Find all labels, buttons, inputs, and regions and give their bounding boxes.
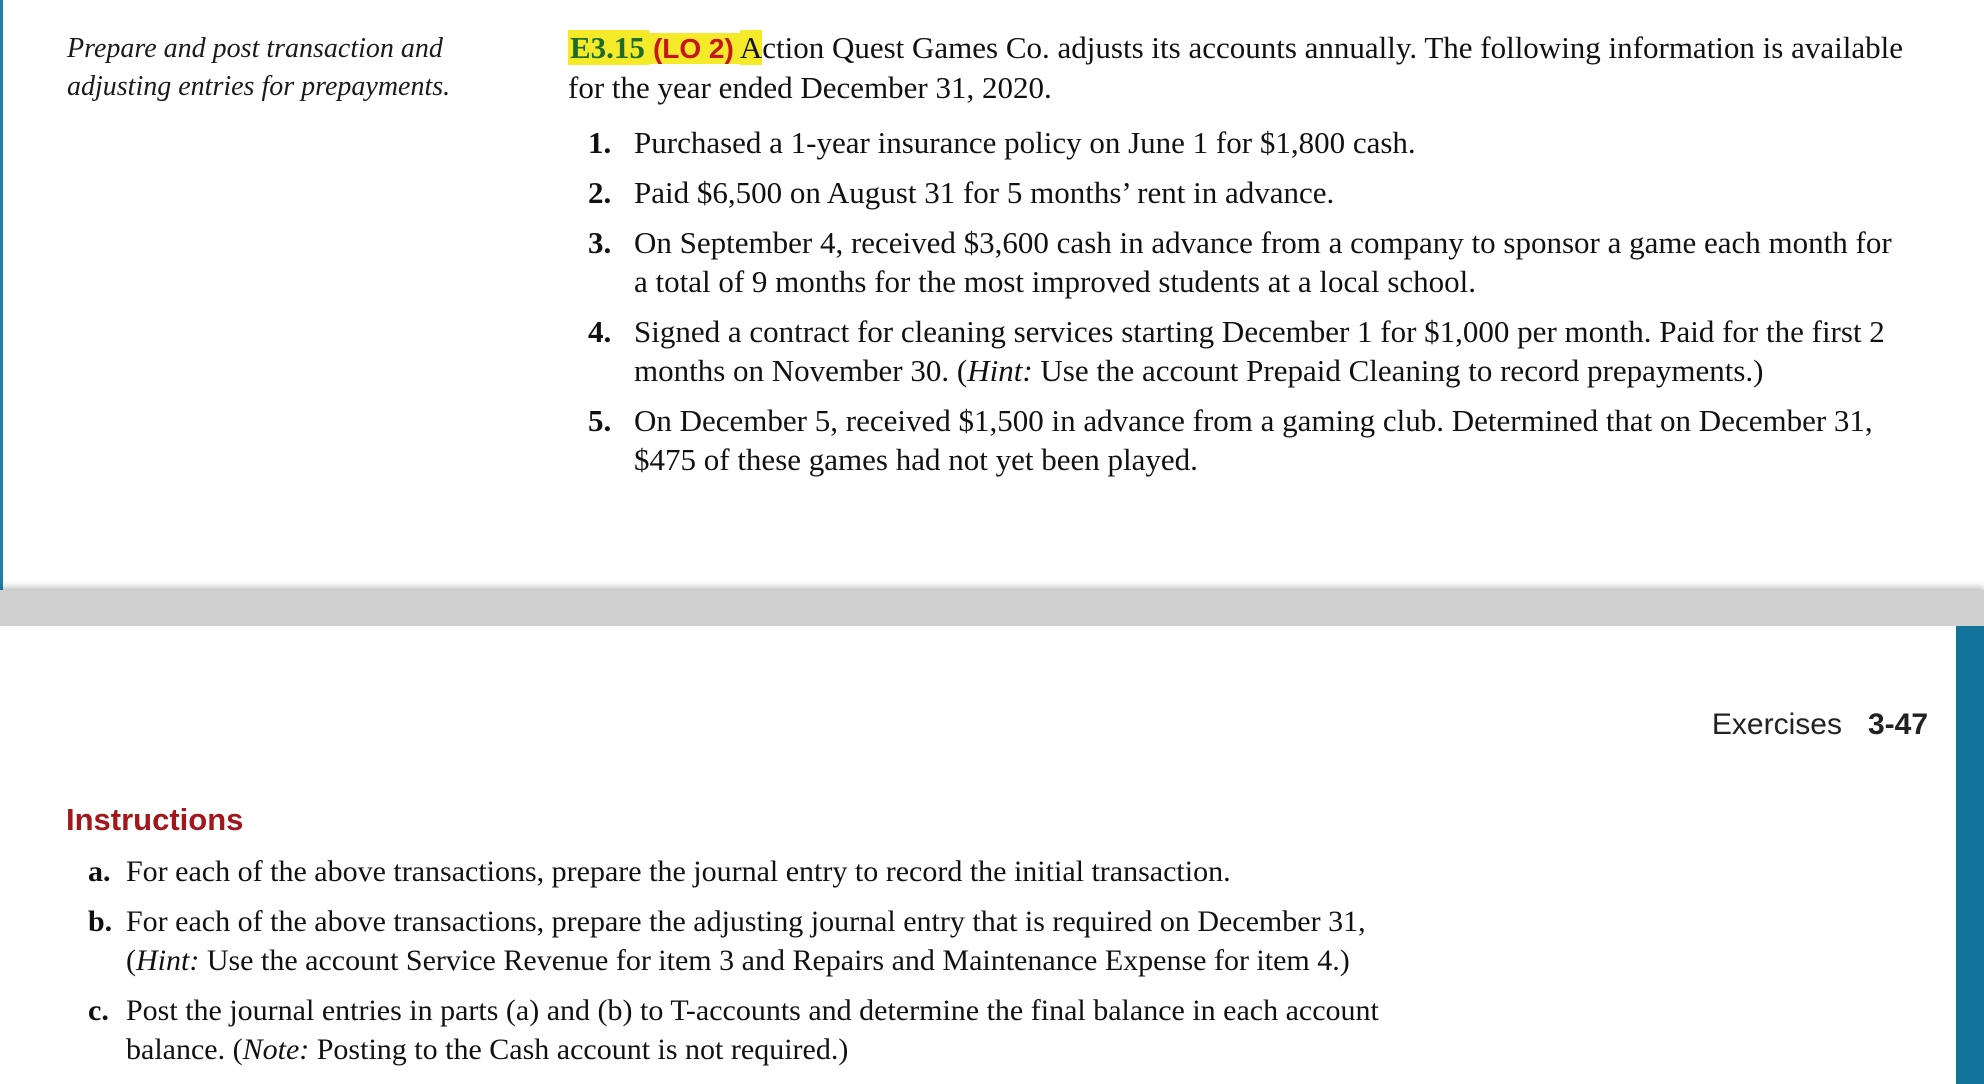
item-text-part: Posting to the Cash account is not required.) (309, 1033, 849, 1066)
hint-label: Hint: (967, 353, 1033, 388)
item-text: On December 5, received $1,500 in advance from a gaming club. Determined that on December 31, $475 of these games had not yet been played. (634, 403, 1873, 477)
list-item (88, 991, 1408, 1069)
list-item (588, 123, 1903, 162)
exercise-number: E3.15 (568, 30, 649, 65)
note-label: Note: (242, 1033, 310, 1066)
learning-objective-tag: (LO 2) (649, 33, 740, 64)
page-number: 3-47 (1867, 708, 1928, 741)
item-text-part: For each of the above transactions, prepare the adjusting journal entry that is required on December 31, ( (126, 905, 1366, 977)
item-letter: b. (88, 905, 113, 938)
item-text-part: Use the account Prepaid Cleaning to record prepayments.) (1032, 353, 1764, 388)
list-item (88, 902, 1408, 980)
page-divider (0, 590, 1984, 626)
item-text-part: Signed a contract for cleaning services starting December 1 for $1,000 per month. Paid for the first 2 months on November 30. ( (634, 314, 1885, 388)
exercise-e3-15 (568, 28, 1903, 490)
item-text (126, 994, 1379, 1066)
section-name: Exercises (1711, 708, 1842, 741)
instructions-list (88, 852, 1408, 1080)
item-letter: a. (88, 855, 111, 888)
item-number: 1. (588, 125, 612, 160)
item-letter: c. (88, 994, 109, 1027)
item-text (634, 314, 1885, 388)
exercise-intro-text: ction Quest Games Co. adjusts its accounts annually. The following information is available for the year ended December 31, 2020. (568, 30, 1903, 105)
item-text: For each of the above transactions, prepare the journal entry to record the initial transaction. (126, 855, 1231, 888)
transaction-list (568, 123, 1903, 479)
page-edge-color-bar (1956, 626, 1984, 1084)
item-text-part: Post the journal entries in parts (a) and (b) to T-accounts and determine the final balance in each account balance. ( (126, 994, 1379, 1066)
item-text-part: Use the account Service Revenue for item 3 and Repairs and Maintenance Expense for item 4.) (199, 944, 1350, 977)
item-text (126, 905, 1366, 977)
item-number: 5. (588, 403, 612, 438)
list-item (588, 173, 1903, 212)
list-item (588, 401, 1903, 479)
textbook-page-bottom (0, 626, 1984, 1084)
list-item (88, 852, 1408, 891)
list-item (588, 223, 1903, 301)
hint-label: Hint: (136, 944, 200, 977)
item-number: 4. (588, 314, 612, 349)
item-text: On September 4, received $3,600 cash in advance from a company to sponsor a game each month for a total of 9 months for the most improved students at a local school. (634, 225, 1892, 299)
list-item (588, 312, 1903, 390)
item-number: 2. (588, 175, 612, 210)
instructions-heading: Instructions (66, 802, 244, 837)
item-number: 3. (588, 225, 612, 260)
running-head (1712, 708, 1928, 742)
item-text: Purchased a 1-year insurance policy on June 1 for $1,800 cash. (634, 125, 1416, 160)
item-text: Paid $6,500 on August 31 for 5 months’ rent in advance. (634, 175, 1335, 210)
highlighted-first-letter: A (739, 30, 763, 65)
margin-learning-note: Prepare and post transaction and adjusting entries for prepayments. (67, 33, 451, 102)
exercise-intro (568, 28, 1903, 107)
